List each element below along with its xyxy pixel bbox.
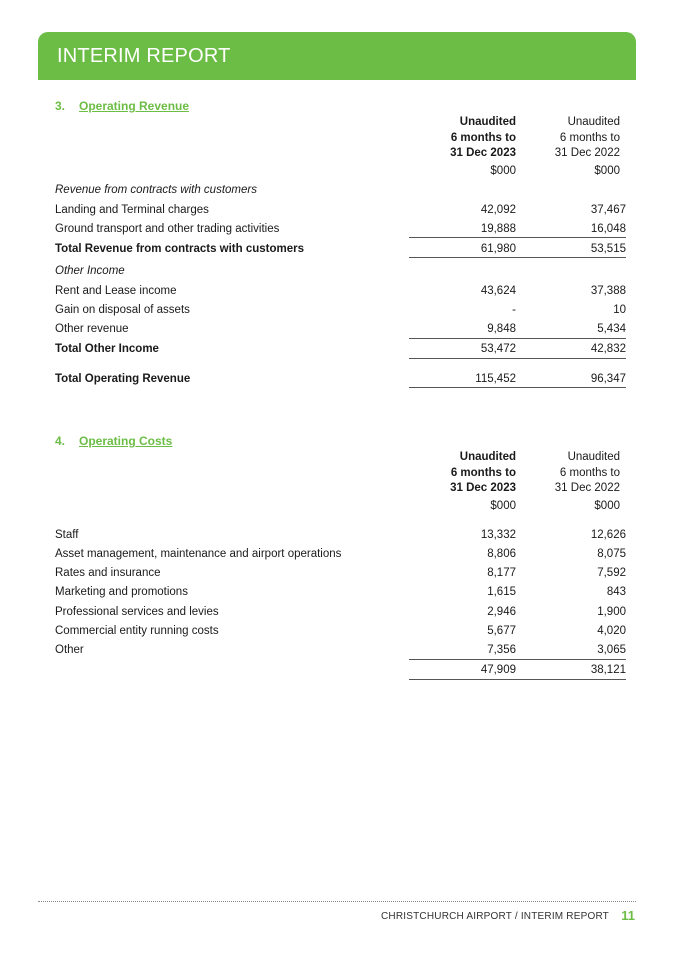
divider <box>519 338 626 339</box>
table-row <box>0 529 675 547</box>
row-label: Staff <box>55 529 79 541</box>
table-row-grand-total <box>0 373 675 391</box>
table-row <box>0 606 675 624</box>
table-row <box>0 285 675 303</box>
row-label: Other <box>55 644 84 656</box>
value-2022: 96,347 <box>590 373 626 385</box>
value-2023: 7,356 <box>487 644 516 656</box>
column-header-line: 6 months to <box>559 131 620 144</box>
row-label: Landing and Terminal charges <box>55 204 209 216</box>
value-2022: 8,075 <box>597 548 626 560</box>
value-2023: 13,332 <box>480 529 516 541</box>
row-label: Total Revenue from contracts with customers <box>55 243 305 255</box>
value-2022: 5,434 <box>597 323 626 335</box>
value-2022: 42,832 <box>590 343 626 355</box>
divider <box>409 387 519 388</box>
value-2023: 43,624 <box>480 285 516 297</box>
footer-divider <box>38 901 636 902</box>
table-row <box>0 184 675 202</box>
value-2023: 2,946 <box>487 606 516 618</box>
value-2022: 4,020 <box>597 625 626 637</box>
column-header-2022 <box>510 450 620 497</box>
column-header-line: Unaudited <box>567 116 620 128</box>
value-2023: 61,980 <box>480 243 516 255</box>
value-2023: 53,472 <box>480 343 516 355</box>
row-label: Total Operating Revenue <box>55 373 191 385</box>
divider <box>519 659 626 660</box>
divider <box>409 237 519 238</box>
divider <box>409 358 519 359</box>
value-2023: 9,848 <box>487 323 516 335</box>
table-row <box>0 265 675 283</box>
column-header-2023 <box>406 450 516 497</box>
page-number: 11 <box>621 908 635 923</box>
row-label: Gain on disposal of assets <box>55 304 190 316</box>
value-2023: 115,452 <box>475 373 516 385</box>
divider <box>409 257 519 258</box>
unit-label-2023: $000 <box>490 500 516 512</box>
divider <box>519 358 626 359</box>
value-2022: 16,048 <box>590 223 626 235</box>
table-row <box>0 204 675 222</box>
table-row <box>0 567 675 585</box>
value-2023: 5,677 <box>487 625 516 637</box>
footer-text: CHRISTCHURCH AIRPORT / INTERIM REPORT <box>381 911 609 922</box>
section-heading-operating-costs <box>55 434 172 448</box>
row-label: Commercial entity running costs <box>55 625 219 637</box>
column-header-line: 31 Dec 2023 <box>450 482 516 494</box>
value-2022: 37,388 <box>590 285 626 297</box>
value-2022: 7,592 <box>597 567 626 579</box>
value-2023: 47,909 <box>480 664 516 676</box>
row-label: Revenue from contracts with customers <box>55 184 257 196</box>
section-heading-operating-revenue <box>55 99 189 113</box>
column-header-line: 31 Dec 2023 <box>450 147 516 159</box>
column-header-line: 6 months to <box>450 466 516 479</box>
row-label: Marketing and promotions <box>55 586 188 598</box>
divider <box>409 338 519 339</box>
value-2022: 37,467 <box>590 204 626 216</box>
divider <box>409 659 519 660</box>
divider <box>409 679 519 680</box>
table-row-total <box>0 243 675 261</box>
value-2023: - <box>512 304 516 316</box>
divider <box>519 257 626 258</box>
value-2022: 12,626 <box>590 529 626 541</box>
section-number: 4. <box>55 434 66 448</box>
row-label: Professional services and levies <box>55 606 219 618</box>
column-header-2022 <box>510 115 620 162</box>
unit-label-2022: $000 <box>594 165 620 177</box>
table-row <box>0 625 675 643</box>
value-2023: 19,888 <box>480 223 516 235</box>
column-header-line: Unaudited <box>459 451 516 463</box>
column-header-line: Unaudited <box>459 116 516 128</box>
column-header-line: 31 Dec 2022 <box>554 482 620 494</box>
unit-label-2022: $000 <box>594 500 620 512</box>
table-row <box>0 223 675 241</box>
value-2022: 38,121 <box>590 664 626 676</box>
row-label: Total Other Income <box>55 343 159 355</box>
section-number: 3. <box>55 99 66 113</box>
column-header-line: Unaudited <box>567 451 620 463</box>
divider <box>519 237 626 238</box>
row-label: Other revenue <box>55 323 129 335</box>
value-2022: 843 <box>606 586 626 598</box>
table-row <box>0 304 675 322</box>
divider <box>519 679 626 680</box>
value-2022: 10 <box>613 304 626 316</box>
column-header-line: 6 months to <box>559 466 620 479</box>
column-header-2023 <box>406 115 516 162</box>
row-label: Ground transport and other trading activities <box>55 223 280 235</box>
table-row <box>0 586 675 604</box>
section-title: Operating Costs <box>79 434 173 448</box>
value-2023: 8,177 <box>487 567 516 579</box>
value-2023: 8,806 <box>487 548 516 560</box>
section-title: Operating Revenue <box>79 99 190 113</box>
value-2023: 1,615 <box>487 586 516 598</box>
column-header-line: 31 Dec 2022 <box>554 147 620 159</box>
unit-label-2023: $000 <box>490 165 516 177</box>
value-2022: 53,515 <box>590 243 626 255</box>
banner-title: INTERIM REPORT <box>57 45 231 67</box>
column-header-line: 6 months to <box>450 131 516 144</box>
row-label: Rent and Lease income <box>55 285 177 297</box>
value-2023: 42,092 <box>480 204 516 216</box>
row-label: Other Income <box>55 265 125 277</box>
value-2022: 3,065 <box>597 644 626 656</box>
table-row <box>0 548 675 566</box>
row-label: Asset management, maintenance and airport operations <box>55 548 342 560</box>
divider <box>519 387 626 388</box>
row-label: Rates and insurance <box>55 567 161 579</box>
report-banner <box>38 32 636 80</box>
value-2022: 1,900 <box>597 606 626 618</box>
